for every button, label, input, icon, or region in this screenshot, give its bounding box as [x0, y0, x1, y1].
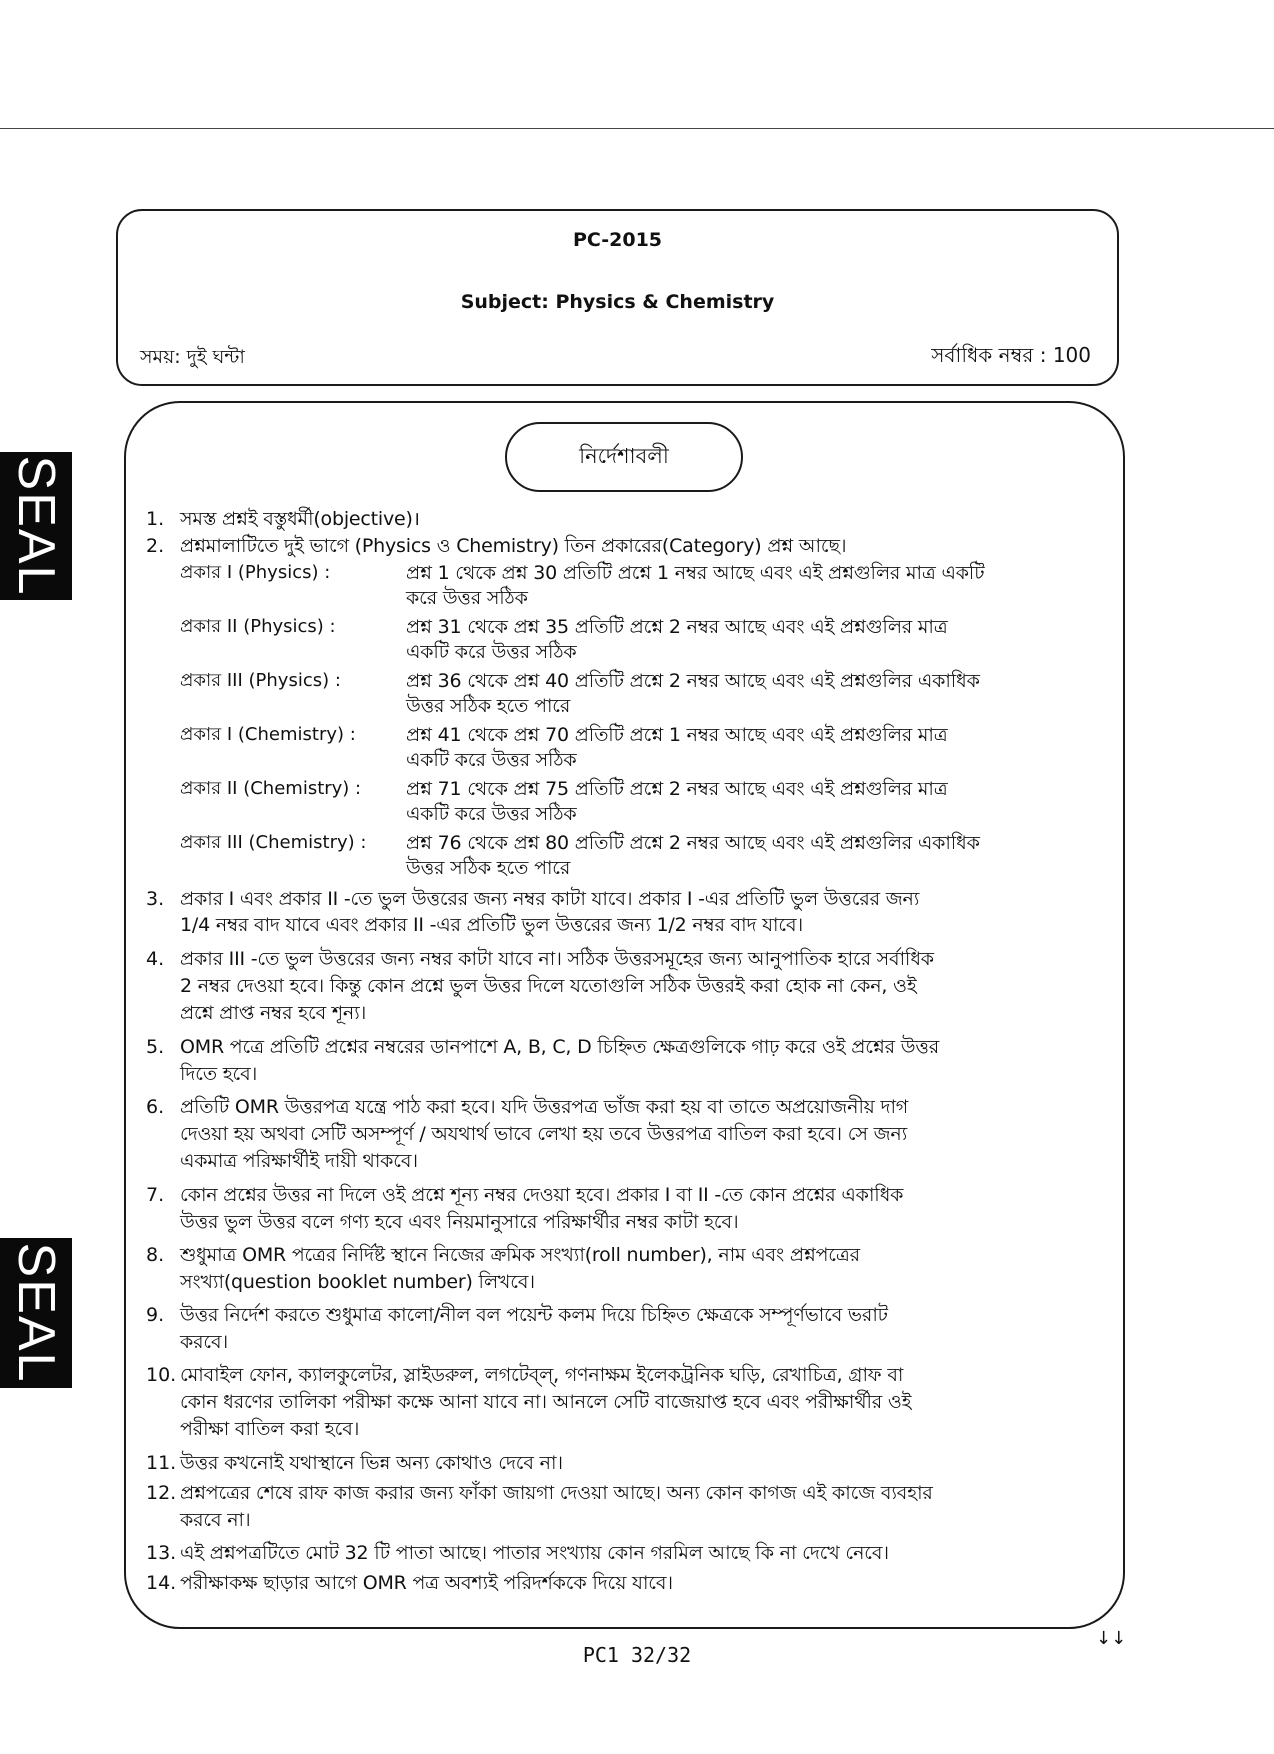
item-number: 12.: [146, 1482, 177, 1504]
instruction-line: একমাত্র পরিক্ষার্থীই দায়ী থাকবে।: [180, 1150, 418, 1172]
instruction-line: পরীক্ষাকক্ষ ছাড়ার আগে OMR পত্র অবশ্যই পরিদর্শককে দিয়ে যাবে।: [180, 1572, 673, 1594]
item-number: 6.: [146, 1096, 165, 1118]
category-text: প্রশ্ন 1 থেকে প্রশ্ন 30 প্রতিটি প্রশ্নে 1 নম্বর আছে এবং এই প্রশ্নগুলির মাত্র একটি: [406, 562, 985, 584]
seal-stamp-top: [0, 452, 72, 600]
seal-stamp-bottom: [0, 1238, 72, 1388]
item-number: 14.: [146, 1572, 177, 1594]
category-text: প্রশ্ন 41 থেকে প্রশ্ন 70 প্রতিটি প্রশ্নে 1 নম্বর আছে এবং এই প্রশ্নগুলির মাত্র: [406, 724, 948, 746]
instruction-line: প্রকার III -তে ভুল উত্তরের জন্য নম্বর কাটা যাবে না। সঠিক উত্তরসমূহের জন্য আনুপাতিক হারে সর্বাধিক: [180, 948, 934, 970]
exam-code: PC-2015: [572, 229, 663, 251]
instruction-line: প্রশ্নমালাটিতে দুই ভাগে (Physics ও Chemistry) তিন প্রকারের(Category) প্রশ্ন আছে।: [180, 535, 847, 557]
instruction-line: প্রশ্নপত্রের শেষে রাফ কাজ করার জন্য ফাঁকা জায়গা দেওয়া আছে। অন্য কোন কাগজ এই কাজে ব্যবহার: [180, 1482, 933, 1504]
item-number: 10.: [146, 1364, 177, 1386]
category-label: প্রকার II (Physics) :: [180, 616, 336, 637]
category-text: উত্তর সঠিক হতে পারে: [406, 695, 571, 717]
category-text: একটি করে উত্তর সঠিক: [406, 749, 577, 771]
instruction-line: সমস্ত প্রশ্নই বস্তুধর্মী(objective)।: [180, 508, 420, 530]
seal-label: SEAL: [7, 1242, 65, 1384]
instruction-line: পরীক্ষা বাতিল করা হবে।: [180, 1418, 360, 1440]
category-label: প্রকার I (Physics) :: [180, 562, 331, 583]
instruction-line: দেওয়া হয় অথবা সেটি অসম্পূর্ণ / অযথার্থ ভাবে লেখা হয় তবে উত্তরপত্র বাতিল করা হবে। সে জন্য: [180, 1123, 908, 1145]
instruction-line: প্রকার I এবং প্রকার II -তে ভুল উত্তরের জন্য নম্বর কাটা যাবে। প্রকার I -এর প্রতিটি ভুল উত্তরের জন্য: [180, 888, 920, 910]
exam-subject: Subject: Physics & Chemistry: [460, 291, 775, 313]
item-number: 2.: [146, 535, 165, 557]
instruction-line: কোন প্রশ্নের উত্তর না দিলে ওই প্রশ্নে শূন্য নম্বর দেওয়া হবে। প্রকার I বা II -তে কোন প্রশ্নের একাধিক: [180, 1184, 904, 1206]
item-number: 11.: [146, 1452, 177, 1474]
item-number: 7.: [146, 1184, 165, 1206]
instructions-title: [505, 422, 743, 492]
instruction-line: করবে।: [180, 1331, 228, 1353]
instruction-line: উত্তর নির্দেশ করতে শুধুমাত্র কালো/নীল বল পয়েন্ট কলম দিয়ে চিহ্নিত ক্ষেত্রকে সম্পূর্ণভাবে ভরাট: [180, 1304, 888, 1326]
instruction-line: সংখ্যা(question booklet number) লিখবে।: [180, 1271, 535, 1293]
instruction-line: দিতে হবে।: [180, 1063, 258, 1085]
instructions-title-text: নির্দেশাবলী: [579, 443, 669, 468]
instruction-line: 1/4 নম্বর বাদ যাবে এবং প্রকার II -এর প্রতিটি ভুল উত্তরের জন্য 1/2 নম্বর বাদ যাবে।: [180, 914, 803, 936]
instruction-line: উত্তর ভুল উত্তর বলে গণ্য হবে এবং নিয়মানুসারে পরিক্ষার্থীর নম্বর কাটা হবে।: [180, 1211, 739, 1233]
instruction-line: প্রশ্নে প্রাপ্ত নম্বর হবে শূন্য।: [180, 1002, 367, 1024]
instruction-line: 2 নম্বর দেওয়া হবে। কিন্তু কোন প্রশ্নে ভুল উত্তর দিলে যতোগুলি সঠিক উত্তরই করা হোক না কেন, ওই: [180, 975, 917, 997]
corner-mark: ↓↓: [1096, 1628, 1127, 1649]
category-label: প্রকার III (Physics) :: [180, 670, 341, 691]
category-text: প্রশ্ন 71 থেকে প্রশ্ন 75 প্রতিটি প্রশ্নে 2 নম্বর আছে এবং এই প্রশ্নগুলির মাত্র: [406, 778, 948, 800]
category-text: প্রশ্ন 31 থেকে প্রশ্ন 35 প্রতিটি প্রশ্নে 2 নম্বর আছে এবং এই প্রশ্নগুলির মাত্র: [406, 616, 948, 638]
category-text: করে উত্তর সঠিক: [406, 587, 528, 609]
item-number: 4.: [146, 948, 165, 970]
category-text: প্রশ্ন 36 থেকে প্রশ্ন 40 প্রতিটি প্রশ্নে 2 নম্বর আছে এবং এই প্রশ্নগুলির একাধিক: [406, 670, 980, 692]
category-text: একটি করে উত্তর সঠিক: [406, 641, 577, 663]
item-number: 9.: [146, 1304, 165, 1326]
item-number: 1.: [146, 508, 165, 530]
item-number: 13.: [146, 1542, 177, 1564]
category-label: প্রকার III (Chemistry) :: [180, 832, 367, 853]
seal-label: SEAL: [7, 455, 65, 597]
instruction-line: এই প্রশ্নপত্রটিতে মোট 32 টি পাতা আছে। পাতার সংখ্যায় কোন গরমিল আছে কি না দেখে নেবে।: [180, 1542, 889, 1564]
category-text: উত্তর সঠিক হতে পারে: [406, 857, 571, 879]
exam-header-box: [116, 209, 1119, 386]
exam-duration: সময়: দুই ঘন্টা: [140, 346, 245, 368]
instruction-line: প্রতিটি OMR উত্তরপত্র যন্ত্রে পাঠ করা হবে। যদি উত্তরপত্র ভাঁজ করা হয় বা তাতে অপ্রয়োজনীয় দাগ: [180, 1096, 909, 1118]
page-footer: PC1 32/32: [582, 1643, 692, 1667]
max-marks: সর্বাধিক নম্বর : 100: [931, 343, 1091, 367]
item-number: 8.: [146, 1244, 165, 1266]
category-text: প্রশ্ন 76 থেকে প্রশ্ন 80 প্রতিটি প্রশ্নে 2 নম্বর আছে এবং এই প্রশ্নগুলির একাধিক: [406, 832, 980, 854]
item-number: 3.: [146, 888, 165, 910]
instruction-line: কোন ধরণের তালিকা পরীক্ষা কক্ষে আনা যাবে না। আনলে সেটি বাজেয়াপ্ত হবে এবং পরীক্ষার্থীর ওই: [180, 1391, 912, 1413]
instruction-line: OMR পত্রে প্রতিটি প্রশ্নের নম্বরের ডানপাশে A, B, C, D চিহ্নিত ক্ষেত্রগুলিকে গাঢ় করে ওই প্রশ্নের উত্তর: [180, 1036, 939, 1058]
category-label: প্রকার II (Chemistry) :: [180, 778, 362, 799]
category-text: একটি করে উত্তর সঠিক: [406, 803, 577, 825]
instruction-line: উত্তর কখনোই যথাস্থানে ভিন্ন অন্য কোথাও দেবে না।: [180, 1452, 563, 1474]
instruction-line: করবে না।: [180, 1509, 251, 1531]
top-divider-line: [0, 128, 1274, 129]
item-number: 5.: [146, 1036, 165, 1058]
category-label: প্রকার I (Chemistry) :: [180, 724, 356, 745]
instruction-line: মোবাইল ফোন, ক্যালকুলেটর, স্লাইডরুল, লগটেব্‌ল্‌, গণনাক্ষম ইলেকট্রনিক ঘড়ি, রেখাচিত্র, গ্রাফ বা: [180, 1364, 904, 1386]
instruction-line: শুধুমাত্র OMR পত্রের নির্দিষ্ট স্থানে নিজের ক্রমিক সংখ্যা(roll number), নাম এবং প্রশ্নপত্রের: [180, 1244, 860, 1266]
